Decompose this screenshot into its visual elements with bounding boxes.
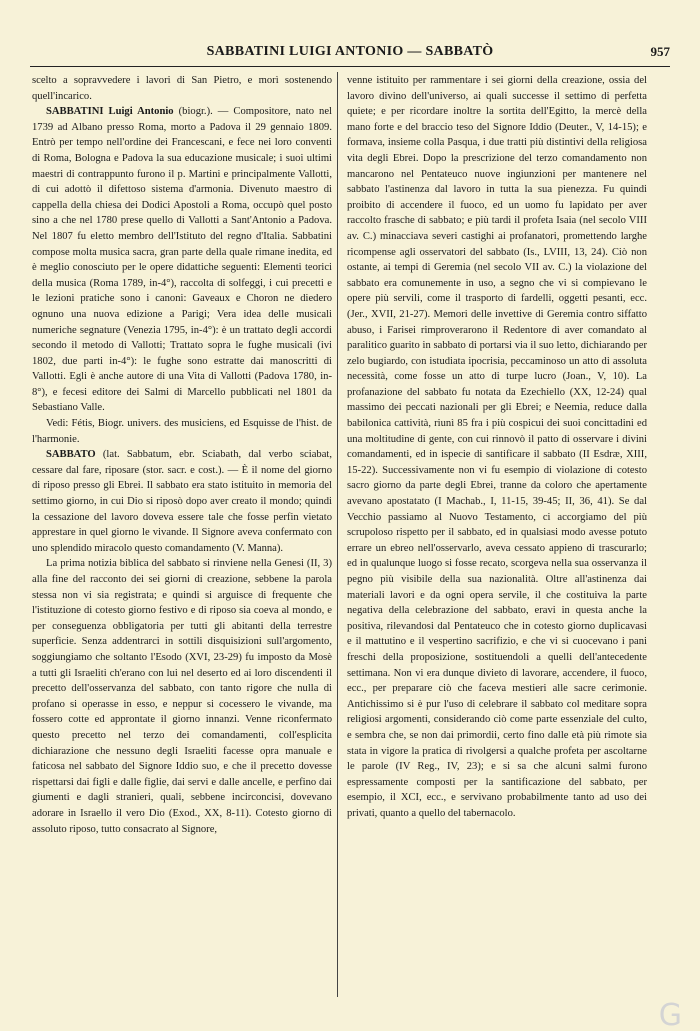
watermark: G [658, 998, 682, 1033]
entry-body: (lat. Sabbatum, ebr. Sciabath, dal verbo sciabat, cessare dal fare, riposare (stor. sacr. e cost.). — È il nome del giorno di riposo presso gli Ebrei. Il sabbato era stato istituito in memoria del settimo giorno, in cui Dio si riposò dopo aver creato il mondo; quindi la cessazione del lavoro doveva essere tale che fosse perfin vietato apprestare in quel giorno le vivande. Il Signore aveva confermato con uno splendido miracolo questo comandamento (V. Manna). [32, 449, 332, 554]
header-rule [30, 66, 670, 67]
column-divider [337, 72, 338, 997]
entry-sabbato [32, 447, 332, 556]
paragraph: La prima notizia biblica del sabbato si rinviene nella Genesi (II, 3) alla fine del racconto dei sei giorni di creazione, sebbene la parola stessa non vi sia registrata; e quindi si arguisce di frequente che l'istituzione di cotesto giorno festivo e di riposo sia coeva al mondo, e per conseguenza obbligatoria per tutti gli abitanti della terrestre superficie. Senza addentrarci in sottili disquisizioni sull'argomento, soggiungiamo che soltanto l'Esodo (XVI, 23-29) fu imposto da Mosè a tutti gli Israeliti ch'erano con lui nel deserto ed ai loro discendenti il precetto dell'osservanza del sabbato, con tanto rigore che nulla di profano si operasse in esso, e neppur si cocessero le vivande, ma fossero cotte ed approntate il giorno innanzi. Venne riconfermato questo precetto nel terzo dei comandamenti, coll'esplicita dichiarazione che nessuno degli Israeliti facesse opra manuale e faticosa nel sabbato del Signore Iddio suo, e che il precetto dovesse rispettarsi dai figli e dalle figlie, dai servi e dalle ancelle, e perfino dai giumenti e dagli stranieri, quali, sebbene incirconcisi, dovevano adorare in Israello il vero Dio (Exod., XX, 8-11). Cotesto giorno di assoluto riposo, tutto consacrato al Signore, [32, 558, 332, 835]
running-header [30, 44, 670, 64]
entry-headword: SABBATINI Luigi Antonio [46, 106, 174, 118]
right-column [347, 73, 647, 822]
paragraph: scelto a sopravvedere i lavori di San Pietro, e morì sostenendo quell'incarico. [32, 75, 332, 102]
entry-headword: SABBATO [46, 449, 96, 461]
entry-body: (biogr.). — Compositore, nato nel 1739 ad Albano presso Roma, morto a Padova il 29 gennaio 1809. Entrò per tempo nell'ordine dei Francescani, e fece nei loro conventi di Roma, Bologna e Padova la sua educazione musicale; i suoi ultimi maestri di contrappunto furono il p. Martini e principalmente Vallotti, di cui adottò il difettoso sistema d'armonia. Divenuto maestro di cappella della chiesa dei Dodici Apostoli a Roma, occupò quel posto sino a che nel 1780 prese quello di Vallotti a Sant'Antonio a Padova. Nel 1807 fu eletto membro dell'Istituto del regno d'Italia. Sabbatini compose molta musica sacra, gran parte della quale rimane inedita, ed è meglio conosciuto per le opere didattiche seguenti: Elementi teorici della musica (Roma 1789, in-4°), raccolta di solfeggi, i cui precetti e le lezioni pratiche sono i canoni: Gaveaux e Choron ne diedero ognuno una nuova edizione a Parigi; Vera idea delle musicali numeriche segnature (Venezia 1795, in-4°): è un trattato degli accordi secondo il metodo di Vallotti; Trattato sopra le fughe musicali (ivi 1802, due parti in-4°): le fughe sono estratte dai manoscritti di Vallotti. Egli è anche autore di una Vita di Vallotti (Padova 1780, in-8°), e fecesi editore dei Salmi di Marcello pubblicati nel 1801 da Sebastiano Valle. [32, 106, 332, 414]
page-number: 957 [650, 44, 670, 59]
left-column [32, 73, 332, 837]
entry-sabbatini [32, 104, 332, 416]
paragraph: venne istituito per rammentare i sei giorni della creazione, ossia del lavoro divino dell'universo, ai quali successe il settimo di perfetta quiete; e per ricordare inoltre la sortita dell'Egitto, la mercè della mano forte e del braccio teso del Signore Iddio (Deuter., V, 14-15); e formava, insieme colla Pasqua, i due tratti più distintivi della religiosa vita degli Ebrei. Dopo la prescrizione del terzo comandamento non mancarono nel Pentateuco nuove ingiunzioni per mantenere nel sabbato l'astinenza dal lavoro in tutta la sua pienezza. Fu quindi proibito di accendere il fuoco, ed un uomo fu lapidato per aver raccolto frasche di sabbato; e più tardi il profeta Isaia (nel secolo VIII av. C.) minacciava severi castighi ai profanatori, promettendo larghe ricompense agli osservatori del sabbato (Is., LVIII, 13, 24). Ciò non ostante, ai tempi di Geremia (nel secolo VII av. C.) la violazione del sabbato era comunemente in uso, a segno che vi si compievano le opere più servili, come il trasporto di fardelli, oggetti pesanti, ecc. (Jer., XVII, 21-27). Memori delle invettive di Geremia contro siffatto abuso, i Farisei rimproverarono il Redentore di aver comandato al paralitico guarito in sabbato di portarsi via il suo letto, dichiarando per zelo bugiardo, con istudiata ipocrisia, peccaminoso un atto di assoluta necessità, come fosse un atto di turpe lucro (Joan., V, 10). La profanazione del sabbato fu notata da Ezechiello (XX, 12-24) qual massimo dei peccati nazionali per gli Ebrei; e Neemia, reduce dalla babilonica cattività, riunì 85 fra i più cospicui dei suoi concittadini ed una moltitudine di gente, con cui rinnovò il patto di osservare i divini comandamenti, ed in ispecie di santificare il sabbato (II Esdræ, XIII, 15-22). Successivamente non vi fu esempio di violazione di cotesto sacro giorno da parte degli Ebrei, tranne da coloro che apertamente avevano apostatato (I Machab., I, 11-15, 39-45; II, 36, 41). Se dal Vecchio passiamo al Nuovo Testamento, ci accorgiamo del più scrupoloso rispetto per il sabbato, ed in qualsiasi modo avesse potuto errare un ebreo nell'osservarlo, aveva cessato appieno di trascurarlo; ed in qualunque luogo si fosse recato, scorgeva nella sua osservanza il pegno più visibile della sua nazionalità. Oltre all'astinenza dai materiali lavori e da ogni opera servile, il che costituiva la parte negativa della celebrazione del sabbato, eravi in questa anche la positiva, rilevandosi dal Pentateuco che in cotesto giorno duplicavasi e il mattutino e il vespertino sacrifizio, e che vi si cuocevano i pani freschi della proposizione, sostituendoli a quelli dell'antecedente settimana. Non vi era dunque divieto di lavorare, accendere, il fuoco, ecc., per preparare ciò che faceva mestieri alle sacre cerimonie. Antichissimo si è pur l'uso di celebrare il sabbato col meditare sopra religiosi argomenti, considerando ciò come parte essenziale del culto, e sembra che, se non dai primordii, certo fino dalle età più rimote sia stata in vigore la pratica di rivolgersi a qualche profeta per ascoltarne le parole (IV Reg., IV, 23); e si sa che alcuni salmi furono espressamente composti per la santificazione del sabbato, per esempio, il XCI, ecc., e servivano probabilmente tanto ad uso dei privati, quanto a quello del tabernacolo. [347, 75, 647, 819]
paragraph: Vedi: Fétis, Biogr. univers. des musiciens, ed Esquisse de l'hist. de l'harmonie. [32, 418, 332, 445]
header-title: SABBATINI LUIGI ANTONIO — SABBATÒ [206, 44, 494, 59]
